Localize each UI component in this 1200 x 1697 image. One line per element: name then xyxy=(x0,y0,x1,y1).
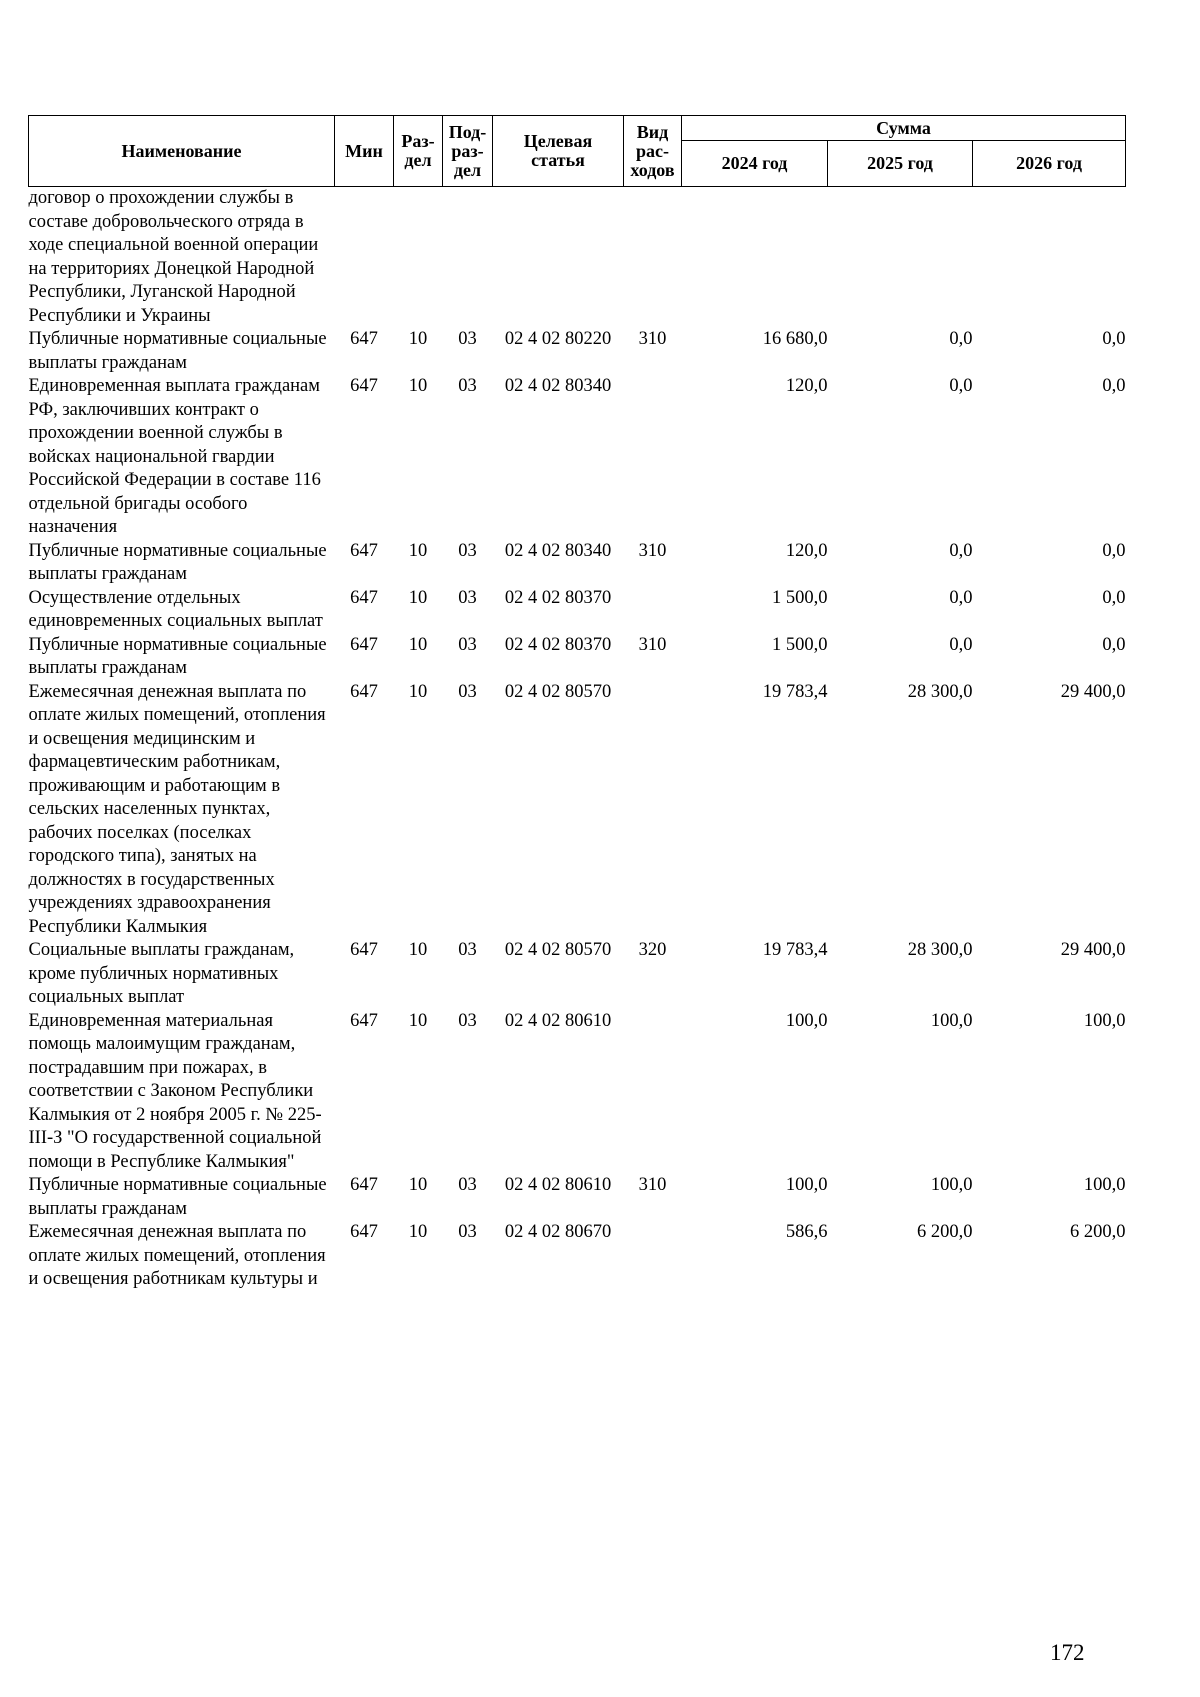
cell-target: 02 4 02 80570 xyxy=(504,681,612,702)
cell-razdel: 10 xyxy=(408,1222,428,1242)
cell-vid: 310 xyxy=(638,634,667,655)
cell-2024: 120,0 xyxy=(785,540,828,561)
cell-razdel: 10 xyxy=(408,540,428,561)
cell-min: 647 xyxy=(350,1010,378,1031)
table-row xyxy=(29,375,1126,540)
cell-target: 02 4 02 80340 xyxy=(504,540,612,561)
cell-podrazdel: 03 xyxy=(458,681,477,702)
budget-table xyxy=(28,115,1126,1292)
header-2024: 2024 год xyxy=(682,141,828,187)
cell-razdel: 10 xyxy=(408,376,428,396)
cell-2024: 120,0 xyxy=(785,376,828,396)
cell-2025: 0,0 xyxy=(949,540,973,561)
cell-podrazdel: 03 xyxy=(458,540,477,561)
cell-min: 647 xyxy=(350,681,378,702)
cell-target xyxy=(493,187,624,329)
cell-razdel: 10 xyxy=(408,329,428,349)
cell-2025: 6 200,0 xyxy=(917,1222,973,1242)
cell-2024: 586,6 xyxy=(785,1222,828,1242)
cell-name: Публичные нормативные социальные выплаты гражданам xyxy=(28,634,327,678)
cell-2025: 28 300,0 xyxy=(907,940,973,960)
cell-2026: 29 400,0 xyxy=(1060,940,1126,960)
cell-2026: 100,0 xyxy=(1083,1175,1126,1195)
cell-min: 647 xyxy=(350,1175,378,1195)
cell-razdel: 10 xyxy=(408,634,428,655)
cell-name: договор о прохождении службы в составе добровольческого отряда в ходе специальной военной операции на территориях Донецкой Народной Республики, Луганской Народной Республики и Украины xyxy=(28,188,319,326)
cell-vid xyxy=(624,681,682,940)
cell-2025: 28 300,0 xyxy=(907,681,973,702)
cell-2026: 6 200,0 xyxy=(1070,1222,1126,1242)
cell-razdel: 10 xyxy=(408,1175,428,1195)
cell-2026: 29 400,0 xyxy=(1060,681,1126,702)
header-podrazdel: Под- раз- дел xyxy=(443,116,493,187)
table-row xyxy=(29,328,1126,375)
cell-2025: 0,0 xyxy=(949,376,973,396)
cell-vid: 320 xyxy=(638,940,667,960)
header-razdel: Раз- дел xyxy=(394,116,443,187)
cell-vid xyxy=(624,187,682,329)
cell-vid xyxy=(624,375,682,540)
cell-vid: 310 xyxy=(638,329,667,349)
cell-razdel: 10 xyxy=(408,681,428,702)
cell-vid: 310 xyxy=(638,1175,667,1195)
cell-min: 647 xyxy=(350,329,378,349)
cell-razdel: 10 xyxy=(408,1010,428,1031)
cell-2025: 100,0 xyxy=(930,1175,973,1195)
header-2026: 2026 год xyxy=(973,141,1126,187)
cell-podrazdel: 03 xyxy=(458,634,477,655)
table-row xyxy=(29,587,1126,634)
cell-podrazdel xyxy=(443,187,493,329)
header-min: Мин xyxy=(335,116,394,187)
cell-vid: 310 xyxy=(638,540,667,561)
cell-name: Ежемесячная денежная выплата по оплате жилых помещений, отопления и освещения медицинским и фармацевтическим работникам, проживающим и работающим в сельских населенных пунктах, рабочих поселках (поселках городского типа), занятых на должностях в государственных учреждениях здравоохранения Республики Калмыкия xyxy=(28,681,326,937)
cell-target: 02 4 02 80370 xyxy=(504,587,612,608)
cell-target: 02 4 02 80220 xyxy=(504,329,612,349)
page-number: 172 xyxy=(1050,1640,1085,1665)
cell-name: Осуществление отдельных единовременных социальных выплат xyxy=(28,587,323,631)
cell-2025 xyxy=(828,187,973,329)
cell-razdel xyxy=(394,187,443,329)
cell-2026: 100,0 xyxy=(1083,1010,1126,1031)
header-target: Целевая статья xyxy=(493,116,624,187)
cell-name: Публичные нормативные социальные выплаты гражданам xyxy=(28,540,327,584)
cell-min: 647 xyxy=(350,634,378,655)
cell-2025: 0,0 xyxy=(949,587,973,608)
cell-podrazdel: 03 xyxy=(458,329,477,349)
cell-name: Единовременная материальная помощь малоимущим гражданам, пострадавшим при пожарах, в соответствии с Законом Республики Калмыкия от 2 ноября 2005 г. № 225-III-З "О государственной социальной помощи в Республике Калмыкия" xyxy=(28,1010,322,1172)
cell-2024: 16 680,0 xyxy=(762,329,828,349)
table-row xyxy=(29,681,1126,940)
cell-vid xyxy=(624,1010,682,1175)
cell-2024: 19 783,4 xyxy=(762,940,828,960)
cell-podrazdel: 03 xyxy=(458,1175,477,1195)
cell-min: 647 xyxy=(350,587,378,608)
cell-min: 647 xyxy=(350,540,378,561)
cell-razdel: 10 xyxy=(408,940,428,960)
cell-name: Единовременная выплата гражданам РФ, заключивших контракт о прохождении военной службы в войсках национальной гвардии Российской Федерации в составе 116 отдельной бригады особого назначения xyxy=(28,376,321,537)
cell-name: Публичные нормативные социальные выплаты гражданам xyxy=(28,1175,327,1219)
cell-2024 xyxy=(682,187,828,329)
cell-razdel: 10 xyxy=(408,587,428,608)
cell-target: 02 4 02 80610 xyxy=(504,1175,612,1195)
cell-2024: 1 500,0 xyxy=(772,634,828,655)
cell-min: 647 xyxy=(350,376,378,396)
table-row xyxy=(29,939,1126,1010)
cell-2025: 100,0 xyxy=(930,1010,973,1031)
table-row xyxy=(29,540,1126,587)
table-body xyxy=(29,187,1126,1292)
cell-podrazdel: 03 xyxy=(458,1222,477,1242)
table-row xyxy=(29,634,1126,681)
cell-min: 647 xyxy=(350,1222,378,1242)
cell-2026: 0,0 xyxy=(1102,540,1126,561)
cell-2026: 0,0 xyxy=(1102,376,1126,396)
cell-2026 xyxy=(973,187,1126,329)
cell-2025: 0,0 xyxy=(949,329,973,349)
cell-vid xyxy=(624,587,682,634)
header-2025: 2025 год xyxy=(828,141,973,187)
cell-podrazdel: 03 xyxy=(458,940,477,960)
cell-podrazdel: 03 xyxy=(458,376,477,396)
cell-name: Социальные выплаты гражданам, кроме публичных нормативных социальных выплат xyxy=(28,940,295,1007)
cell-2025: 0,0 xyxy=(949,634,973,655)
cell-target: 02 4 02 80570 xyxy=(504,940,612,960)
cell-target: 02 4 02 80370 xyxy=(504,634,612,655)
cell-2024: 100,0 xyxy=(785,1010,828,1031)
table-row xyxy=(29,1174,1126,1221)
cell-min xyxy=(335,187,394,329)
header-name: Наименование xyxy=(29,116,335,187)
cell-2026: 0,0 xyxy=(1102,329,1126,349)
cell-2024: 1 500,0 xyxy=(772,587,828,608)
cell-2024: 19 783,4 xyxy=(762,681,828,702)
cell-podrazdel: 03 xyxy=(458,1010,477,1031)
cell-target: 02 4 02 80610 xyxy=(504,1010,612,1031)
table-row xyxy=(29,1010,1126,1175)
cell-min: 647 xyxy=(350,940,378,960)
table-row xyxy=(29,187,1126,329)
cell-name: Ежемесячная денежная выплата по оплате жилых помещений, отопления и освещения работникам культуры и xyxy=(28,1222,326,1289)
cell-target: 02 4 02 80670 xyxy=(504,1222,612,1242)
table-header xyxy=(29,116,1126,187)
cell-2024: 100,0 xyxy=(785,1175,828,1195)
table-row xyxy=(29,1221,1126,1292)
cell-target: 02 4 02 80340 xyxy=(504,376,612,396)
cell-2026: 0,0 xyxy=(1102,634,1126,655)
cell-podrazdel: 03 xyxy=(458,587,477,608)
cell-2026: 0,0 xyxy=(1102,587,1126,608)
header-summa: Сумма xyxy=(682,116,1126,141)
header-vid: Вид рас- ходов xyxy=(624,116,682,187)
cell-vid xyxy=(624,1221,682,1292)
cell-name: Публичные нормативные социальные выплаты гражданам xyxy=(28,329,327,373)
